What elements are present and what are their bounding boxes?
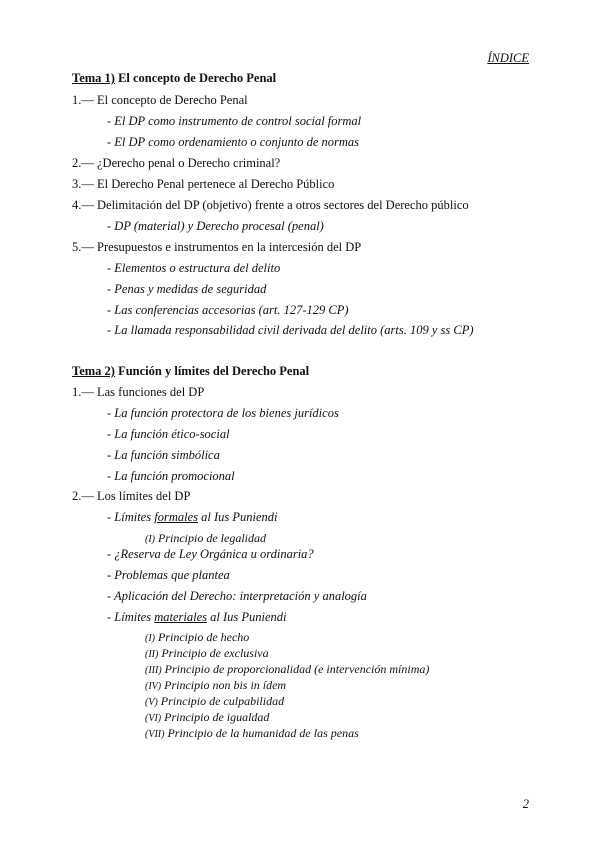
principio-text: Principio de legalidad xyxy=(155,531,266,545)
tema1-section-3: 3.— El Derecho Penal pertenece al Derecho Público xyxy=(72,177,335,191)
index-title: ÍNDICE xyxy=(487,51,529,65)
principio-number: (VII) xyxy=(145,729,165,740)
tema2-title: Función y límites del Derecho Penal xyxy=(114,364,310,378)
principio-text: Principio de la humanidad de las penas xyxy=(164,726,359,740)
tema1-subitem: - Penas y medidas de seguridad xyxy=(107,282,267,296)
tema1-section-2: 2.— ¿Derecho penal o Derecho criminal? xyxy=(72,156,281,170)
principio-number: (I) xyxy=(145,633,155,644)
tema2-section-1: 1.— Las funciones del DP xyxy=(72,385,205,399)
principio-text: Principio de hecho xyxy=(155,630,250,644)
principio-number: (III) xyxy=(145,665,162,676)
principio-item xyxy=(145,725,359,743)
page-number: 2 xyxy=(522,797,529,811)
principio-text: Principio de proporcionalidad (e intervención mínima) xyxy=(161,662,430,676)
limites-subitem: - ¿Reserva de Ley Orgánica u ordinaria? xyxy=(107,547,314,561)
tema1-subitem: - Las conferencias accesorias (art. 127-129 CP) xyxy=(107,303,349,317)
principio-number: (VI) xyxy=(145,713,162,724)
tema1-section-4: 4.— Delimitación del DP (objetivo) frente a otros sectores del Derecho público xyxy=(72,198,469,212)
tema1-subitem: - DP (material) y Derecho procesal (penal) xyxy=(107,219,324,233)
tema2-function-item: - La función simbólica xyxy=(107,448,220,462)
tema1-subitem: - El DP como instrumento de control social formal xyxy=(107,114,362,128)
principio-text: Principio de culpabilidad xyxy=(157,694,285,708)
principio-number: (II) xyxy=(145,649,159,660)
tema2-function-item: - La función ético-social xyxy=(107,427,230,441)
tema1-section-1: 1.— El concepto de Derecho Penal xyxy=(72,93,248,107)
limites-formales-line xyxy=(107,509,278,525)
principio-text: Principio non bis in ídem xyxy=(161,678,287,692)
tema2-function-item: - La función promocional xyxy=(107,469,235,483)
limites-materiales-line xyxy=(107,609,287,625)
tema2-heading xyxy=(72,363,309,379)
tema1-subitem: - Elementos o estructura del delito xyxy=(107,261,281,275)
tema2-prefix: Tema 2) xyxy=(72,364,115,378)
principio-text: Principio de exclusiva xyxy=(158,646,269,660)
tema1-subitem: - La llamada responsabilidad civil derivada del delito (arts. 109 y ss CP) xyxy=(107,323,474,337)
limites-materiales-post: al Ius Puniendi xyxy=(207,610,287,624)
principio-number: (V) xyxy=(145,697,158,708)
tema2-function-item: - La función protectora de los bienes jurídicos xyxy=(107,406,339,420)
principio-text: Principio de igualdad xyxy=(161,710,270,724)
tema2-section-2: 2.— Los límites del DP xyxy=(72,489,191,503)
tema1-subitem: - El DP como ordenamiento o conjunto de normas xyxy=(107,135,360,149)
tema1-section-5: 5.— Presupuestos e instrumentos en la intercesión del DP xyxy=(72,240,362,254)
limites-subitem: - Aplicación del Derecho: interpretación y analogía xyxy=(107,589,367,603)
tema1-heading xyxy=(72,70,276,86)
principio-number: (IV) xyxy=(145,681,162,692)
tema1-prefix: Tema 1) xyxy=(72,71,115,85)
limites-materiales-pre: - Límites xyxy=(107,610,155,624)
limites-formales-post: al Ius Puniendi xyxy=(197,510,278,524)
limites-formales-keyword: formales xyxy=(154,510,198,524)
limites-formales-pre: - Límites xyxy=(107,510,155,524)
principio-number: (I) xyxy=(145,534,155,545)
limites-subitem: - Problemas que plantea xyxy=(107,568,230,582)
tema1-title: El concepto de Derecho Penal xyxy=(114,71,277,85)
limites-materiales-keyword: materiales xyxy=(154,610,208,624)
